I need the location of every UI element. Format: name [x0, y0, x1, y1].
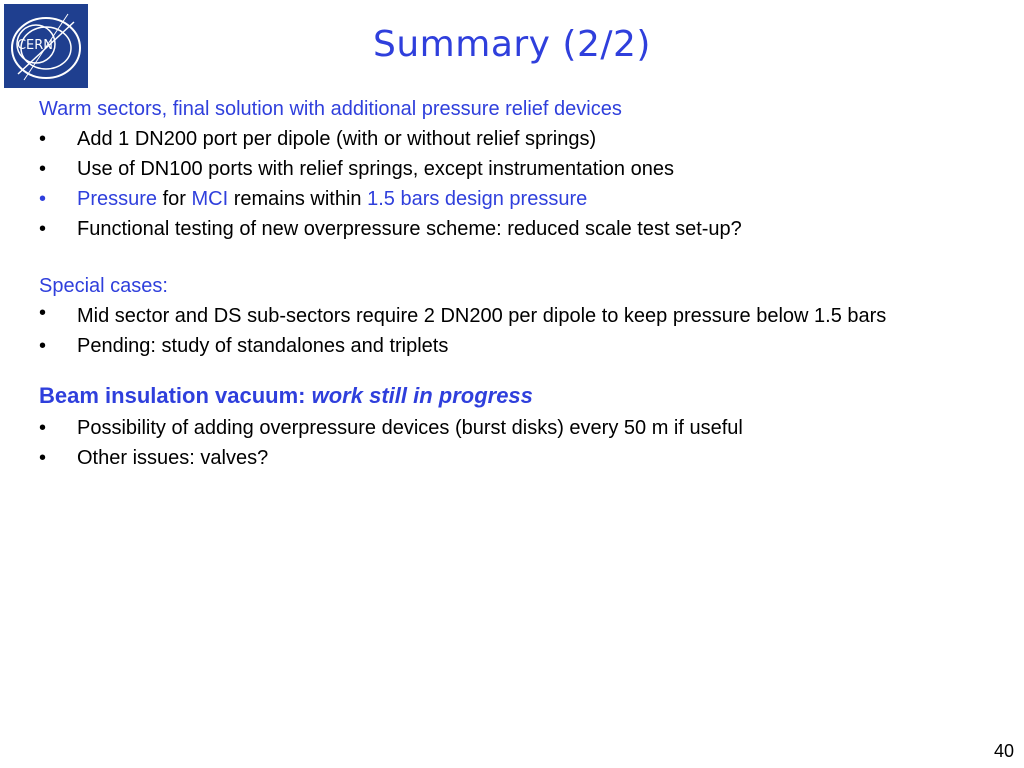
bullet-text: Add 1 DN200 port per dipole (with or without relief springs) [77, 128, 597, 150]
section-heading-beam-vacuum [39, 379, 1019, 413]
bullet-item [39, 413, 1019, 443]
bullet-text: remains within [228, 188, 368, 210]
bullet-text: for [157, 188, 192, 210]
bullet-dot: • [39, 188, 47, 210]
bullet-text: Functional testing of new overpressure scheme: reduced scale test set-up? [77, 218, 742, 240]
bullet-dot: • [39, 302, 47, 324]
bullet-item [39, 301, 1019, 331]
bullet-dot: • [39, 128, 47, 150]
bullet-dot: • [39, 335, 47, 357]
section-heading-special-cases: Special cases: [39, 275, 168, 297]
design-pressure-term: 1.5 bars design pressure [367, 188, 588, 210]
bullet-text: Use of DN100 ports with relief springs, except instrumentation ones [77, 158, 674, 180]
bullet-dot: • [39, 218, 47, 240]
bullet-item-pressure [39, 184, 1019, 214]
bullet-item [39, 443, 1019, 473]
heading-italic-text: work still in progress [311, 383, 533, 408]
slide-title: Summary (2/2) [373, 24, 651, 65]
bullet-text: Mid sector and DS sub-sectors require 2 DN200 per dipole to keep pressure below 1.5 bars [77, 305, 887, 327]
bullet-text: Other issues: valves? [77, 447, 269, 469]
bullet-text: Pending: study of standalones and triplets [77, 335, 449, 357]
mci-term: MCI [191, 188, 229, 210]
heading-bold-text: Beam insulation vacuum: [39, 383, 312, 408]
bullet-dot: • [39, 158, 47, 180]
bullet-dot: • [39, 447, 47, 469]
bullet-item [39, 124, 1019, 154]
section-heading-warm-sectors: Warm sectors, final solution with additional pressure relief devices [39, 98, 622, 120]
bullet-item [39, 214, 1019, 244]
bullet-item [39, 154, 1019, 184]
bullet-item [39, 331, 1019, 361]
pressure-term: Pressure [77, 188, 158, 210]
bullet-text: Possibility of adding overpressure devices (burst disks) every 50 m if useful [77, 417, 743, 439]
cern-logo-text: CERN [16, 38, 54, 53]
bullet-dot: • [39, 417, 47, 439]
slide-content [39, 94, 1019, 473]
page-number: 40 [993, 741, 1014, 761]
